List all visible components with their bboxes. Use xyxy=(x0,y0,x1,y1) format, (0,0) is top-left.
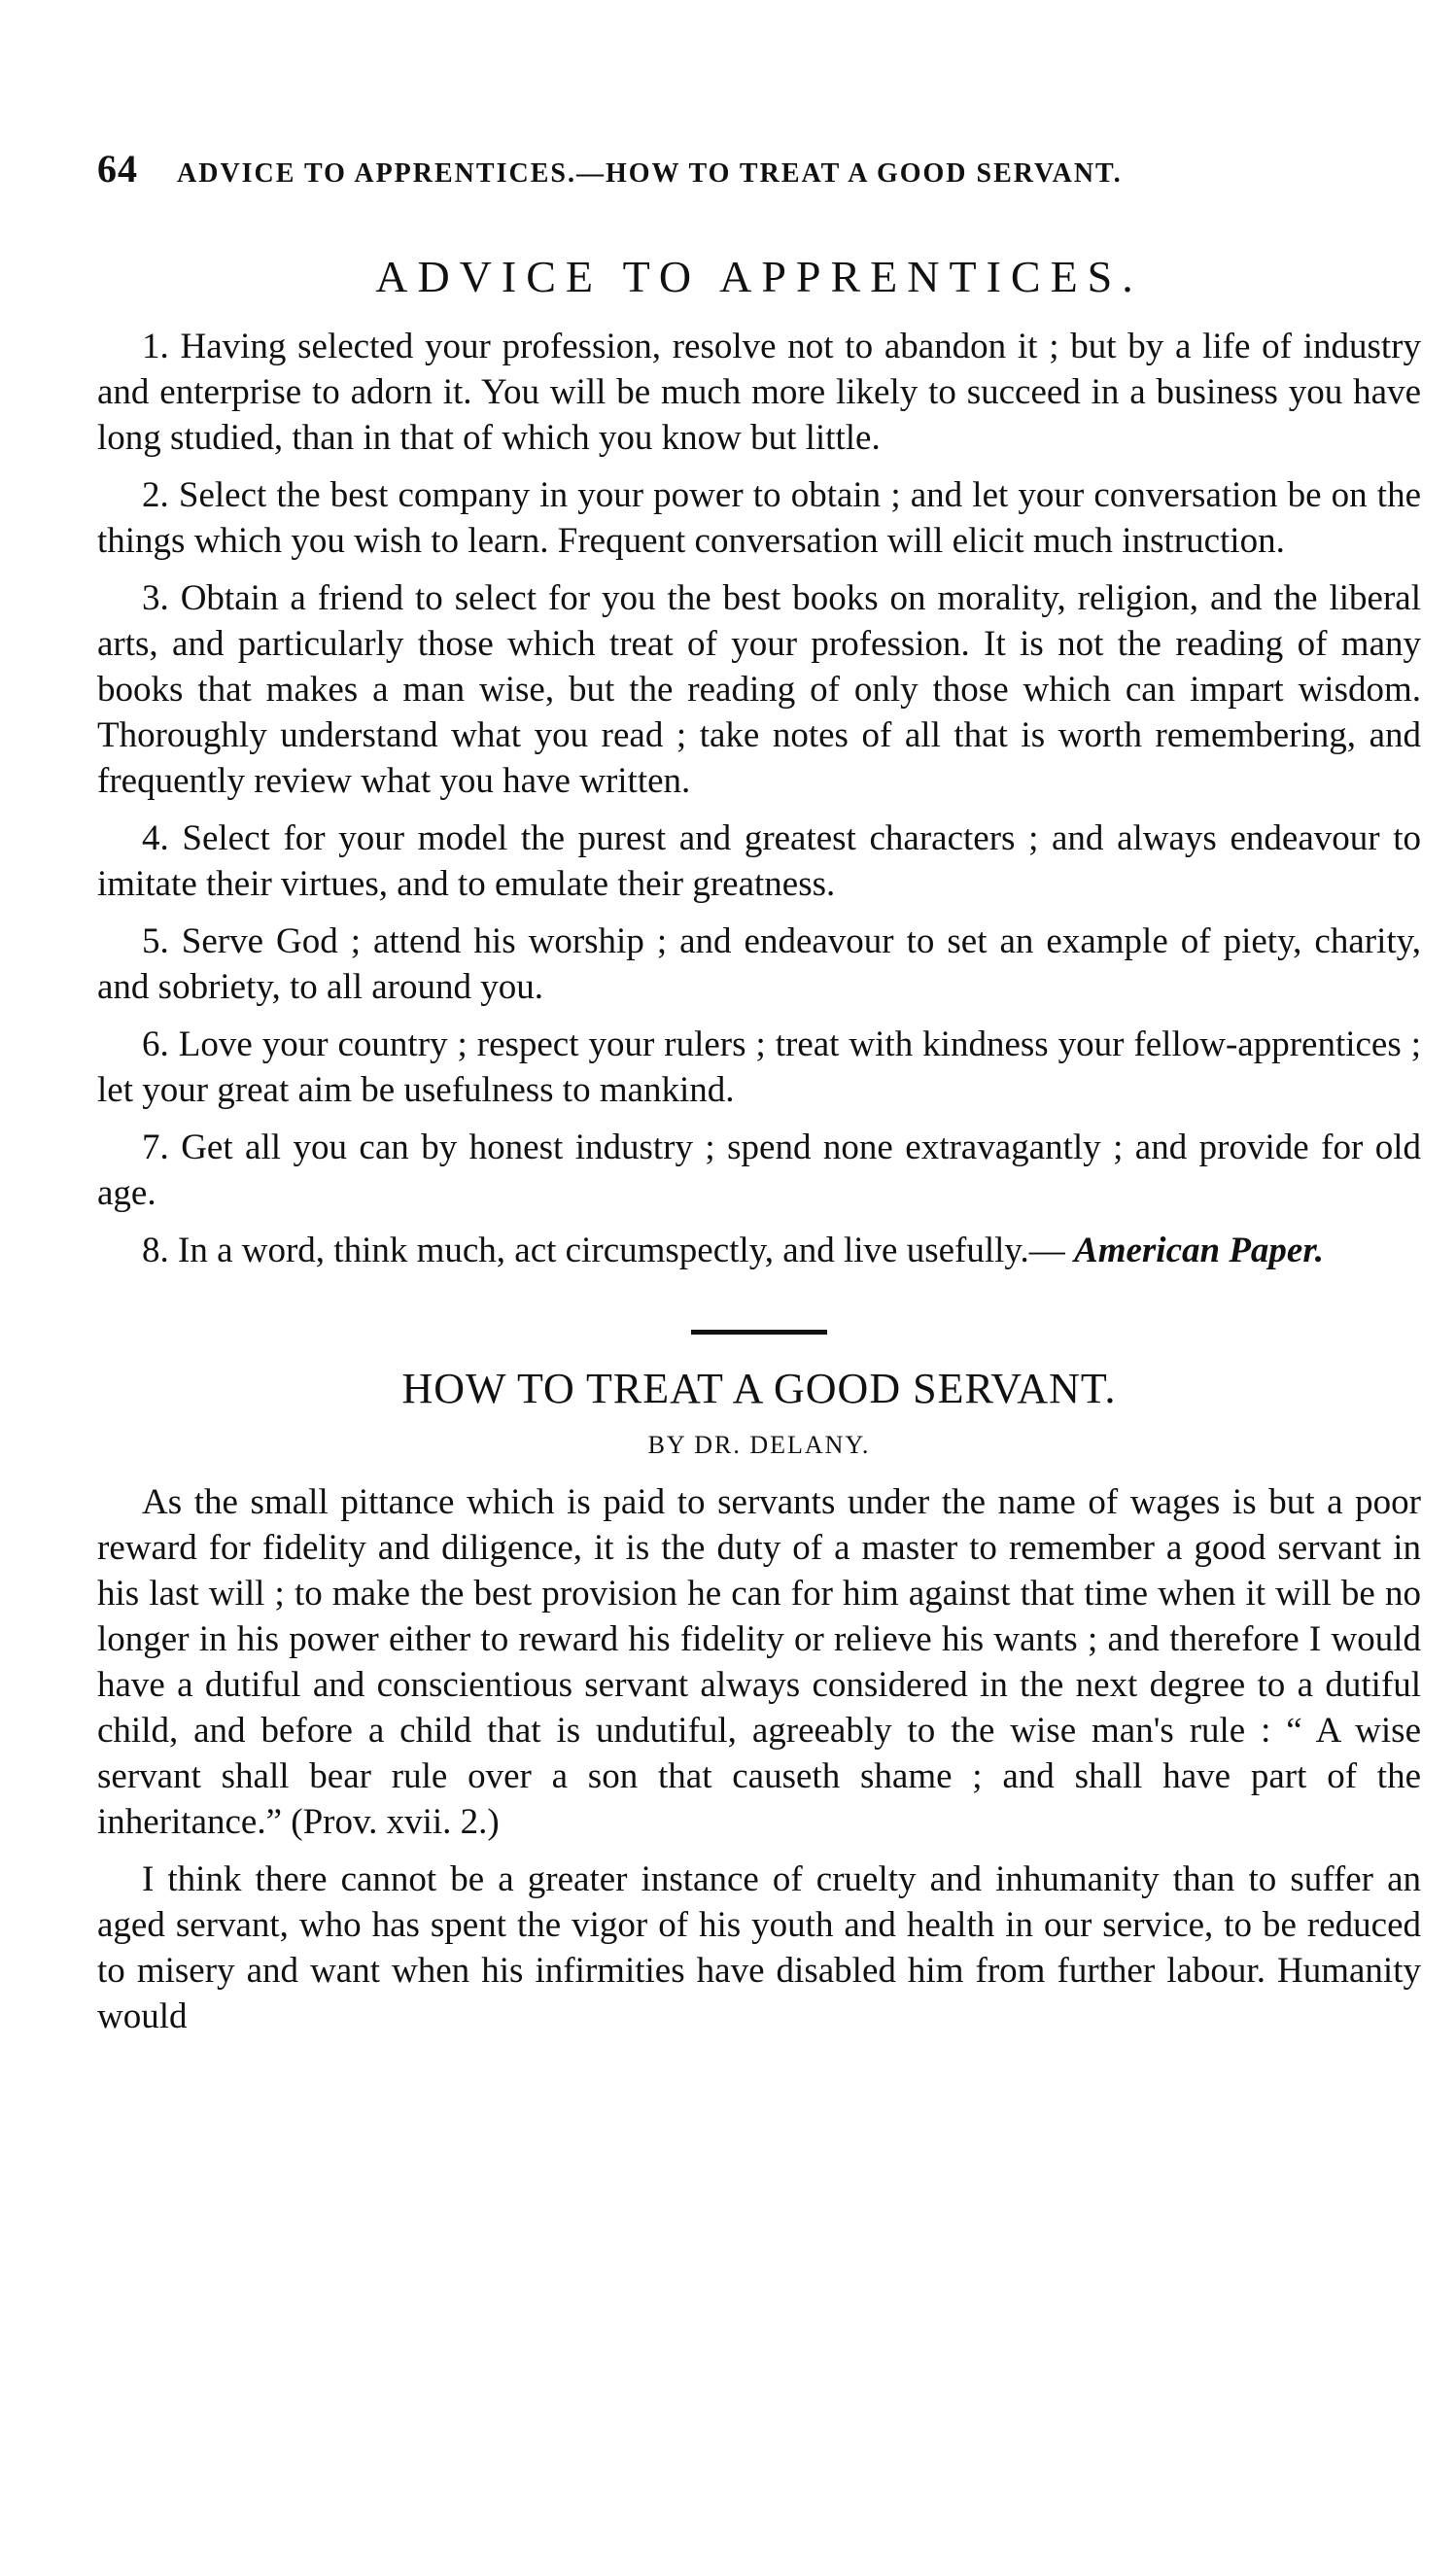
advice-item: 4. Select for your model the purest and greatest characters ; and always endeavour to imitate their virtues, and to emulate their greatness. xyxy=(97,818,1421,904)
advice-item-last xyxy=(97,1228,1421,1273)
advice-item: 7. Get all you can by honest industry ; spend none extravagantly ; and provide for old age. xyxy=(97,1128,1421,1213)
advice-item: 1. Having selected your profession, resolve not to abandon it ; but by a life of industry and enterprise to adorn it. You will be much more likely to succeed in a business you have long studied, than in that of which you know but little. xyxy=(97,327,1421,458)
section-divider xyxy=(691,1330,827,1335)
source-citation: American Paper. xyxy=(1074,1231,1324,1270)
section-title-advice: ADVICE TO APPRENTICES. xyxy=(375,252,1143,301)
advice-item: 5. Serve God ; attend his worship ; and endeavour to set an example of piety, charity, and sobriety, to all around you. xyxy=(97,921,1421,1007)
running-title: ADVICE TO APPRENTICES.—HOW TO TREAT A GOOD SERVANT. xyxy=(177,158,1123,189)
advice-item-text: 8. In a word, think much, act circumspectly, and live usefully.— xyxy=(142,1231,1065,1270)
advice-item: 3. Obtain a friend to select for you the best books on morality, religion, and the liberal arts, and particularly those which treat of your profession. It is not the reading of many books that makes a man wise, but the reading of only those which can impart wisdom. Thoroughly understand what you read ; take notes of all that is worth remembering, and frequently review what you have written. xyxy=(97,578,1421,801)
author-byline: BY DR. DELANY. xyxy=(647,1431,871,1459)
body-paragraph: As the small pittance which is paid to servants under the name of wages is but a poor reward for fidelity and diligence, it is the duty of a master to remember a good servant in his last will ; to make the best provision he can for him against that time when it will be no longer in his power either to reward his fidelity or relieve his wants ; and therefore I would have a dutiful and conscientious servant always considered in the next degree to a dutiful child, and before a child that is undutiful, agreeably to the wise man's rule : “ A wise servant shall bear rule over a son that causeth shame ; and shall have part of the inheritance.” (Prov. xvii. 2.) xyxy=(97,1482,1421,1842)
section-title-servant: HOW TO TREAT A GOOD SERVANT. xyxy=(401,1365,1117,1412)
advice-item: 6. Love your country ; respect your rulers ; treat with kindness your fellow-apprentices ; let your great aim be usefulness to mankind. xyxy=(97,1024,1421,1110)
body-paragraph: I think there cannot be a greater instance of cruelty and inhumanity than to suffer an aged servant, who has spent the vigor of his youth and health in our service, to be reduced to misery and want when his infirmities have disabled him from further labour. Humanity would xyxy=(97,1859,1421,2036)
running-header xyxy=(97,146,1421,204)
book-page xyxy=(97,146,1421,2051)
advice-item: 2. Select the best company in your power to obtain ; and let your conversation be on the things which you wish to learn. Frequent conversation will elicit much instruction. xyxy=(97,475,1421,561)
page-number: 64 xyxy=(97,147,138,191)
